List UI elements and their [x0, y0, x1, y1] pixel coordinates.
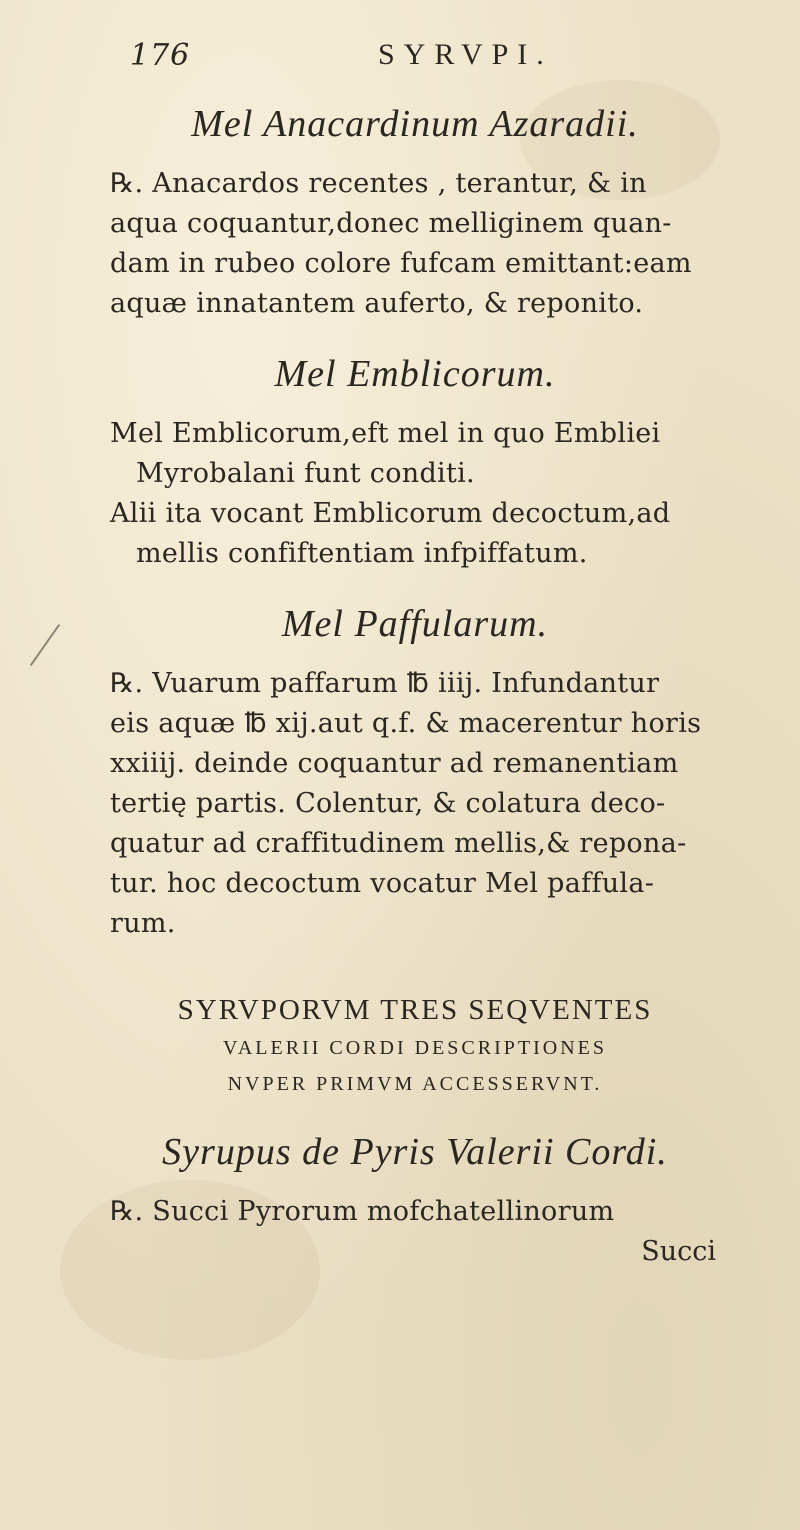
catchword: Succi: [641, 1236, 716, 1267]
text-line: quatur ad craffitudinem mellis,& repona-: [110, 828, 687, 859]
text-line: rum.: [110, 908, 176, 939]
recipe-anacardinum: [110, 164, 720, 324]
text-line: Myrobalani funt conditi.: [136, 458, 475, 489]
margin-mark: [30, 624, 60, 666]
section-title-syrupus: Syrupus de Pyris Valerii Cordi.: [162, 1131, 668, 1173]
recipe-syrupus: [110, 1192, 720, 1232]
text-line: tertię partis. Colentur, & colatura deco-: [110, 788, 666, 819]
text-line: Mel Emblicorum,eft mel in quo Embliei: [110, 418, 661, 449]
text-line: ℞. Succi Pyrorum mofchatellinorum: [110, 1196, 615, 1227]
recipe-emblicorum: [110, 414, 720, 574]
text-line: ℞. Anacardos recentes , terantur, & in: [110, 168, 647, 199]
running-title: SYRVPI.: [378, 38, 553, 71]
text-line: dam in rubeo colore fufcam emittant:eam: [110, 248, 692, 279]
section-subheading: NVPER PRIMVM ACCESSERVNT.: [227, 1073, 603, 1095]
section-title-passularum: Mel Paffularum.: [281, 603, 549, 645]
section-title-anacardinum: Mel Anacardinum Azaradii.: [191, 103, 639, 145]
text-line: aqua coquantur,donec melliginem quan-: [110, 208, 672, 239]
page-number: 176: [130, 38, 191, 73]
section-title-emblicorum: Mel Emblicorum.: [274, 353, 556, 395]
text-line: aquæ innatantem auferto, & reponito.: [110, 288, 644, 319]
text-line: tur. hoc decoctum vocatur Mel paffula-: [110, 868, 655, 899]
page-body: [110, 100, 720, 1272]
page-header: [120, 38, 680, 78]
text-line: ℞. Vuarum paffarum ℔ iiij. Infundantur: [110, 668, 660, 699]
text-line: eis aquæ ℔ xij.aut q.f. & macerentur horis: [110, 708, 702, 739]
text-line: xxiiij. deinde coquantur ad remanentiam: [110, 748, 679, 779]
section-subheading: VALERII CORDI DESCRIPTIONES: [223, 1037, 607, 1059]
recipe-passularum: [110, 664, 720, 944]
section-heading: SYRVPORVM TRES SEQVENTES: [177, 994, 653, 1026]
text-line: mellis confiftentiam infpiffatum.: [136, 538, 588, 569]
text-line: Alii ita vocant Emblicorum decoctum,ad: [110, 498, 671, 529]
